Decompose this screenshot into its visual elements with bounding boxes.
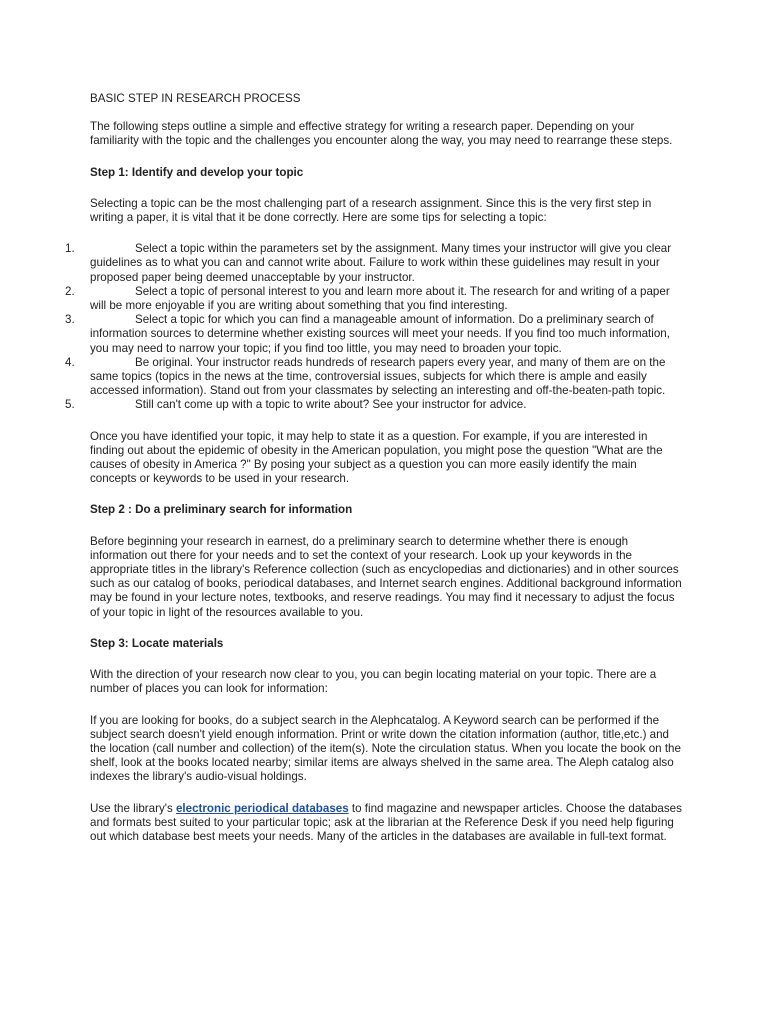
- list-item-number: 5.: [65, 398, 75, 412]
- list-item-text: Be original. Your instructor reads hundreds of research papers every year, and many of them are on the same topics (topics in the news at the time, controversial issues, subjects for which there is ample and easily accessed information). Stand out from your classmates by selecting an interesting and off-the-beaten-path topic.: [90, 355, 666, 398]
- list-item-text: Select a topic within the parameters set by the assignment. Many times your instructor will give you clear guidelines as to what you can and cannot write about. Failure to work within these guidelines may result in your proposed paper being deemed unacceptable by your instructor.: [90, 242, 672, 284]
- list-item: [65, 398, 682, 412]
- list-item: [65, 355, 682, 399]
- document-page: [65, 92, 682, 861]
- electronic-periodical-databases-link[interactable]: electronic periodical databases: [175, 801, 349, 815]
- list-item-number: 3.: [65, 313, 75, 327]
- list-item: [65, 242, 682, 285]
- step2-heading: Step 2 : Do a preliminary search for information: [90, 503, 353, 517]
- list-item-number: 1.: [65, 242, 75, 256]
- step3-paragraph-2: If you are looking for books, do a subject search in the Alephcatalog. A Keyword search can be performed if the subject search doesn't yield enough information. Print or write down the citation information (author, title,etc.) and the location (call number and collection) of the item(s). Note the circulation status. When you locate the book on the shelf, look at the books located nearby; similar items are always shelved in the same area. The Aleph catalog also indexes the library's audio-visual holdings.: [90, 713, 681, 784]
- step3-paragraph-1: With the direction of your research now clear to you, you can begin locating material on your topic. There are a number of places you can look for information:: [90, 668, 657, 696]
- list-item-text: Still can't come up with a topic to write about? See your instructor for advice.: [135, 398, 527, 412]
- list-item-number: 2.: [65, 284, 75, 298]
- step1-after-paragraph: Once you have identified your topic, it may help to state it as a question. For example, if you are interested in finding out about the epidemic of obesity in the American population, you might pose the question "What are the causes of obesity in America ?" By posing your subject as a question you can more easily identify the main concepts or keywords to be used in your research.: [90, 429, 663, 486]
- list-item: [65, 313, 682, 356]
- step3-paragraph-3-after: to find magazine and newspaper articles. Choose the databases and formats best suited to your particular topic; ask at the librarian at the Reference Desk if you need help figuring out which database best meets your needs. Many of the articles in the databases are available in full-text format.: [90, 801, 682, 843]
- step1-heading: Step 1: Identify and develop your topic: [90, 165, 304, 179]
- list-item-number: 4.: [65, 355, 75, 369]
- list-item-text: Select a topic of personal interest to you and learn more about it. The research for and writing of a paper will be more enjoyable if you are writing about something that you find interesting.: [90, 284, 670, 313]
- list-item: [65, 284, 682, 313]
- step3-paragraph-3: [90, 802, 682, 845]
- intro-paragraph: The following steps outline a simple and effective strategy for writing a research paper. Depending on your familiarity with the topic and the challenges you encounter along the way, you may need to rearrange these steps.: [90, 120, 673, 148]
- step1-paragraph: Selecting a topic can be the most challenging part of a research assignment. Since this is the very first step in writing a paper, it is vital that it be done correctly. Here are some tips for selecting a topic:: [90, 196, 652, 225]
- step3-heading: Step 3: Locate materials: [90, 636, 224, 650]
- document-title: BASIC STEP IN RESEARCH PROCESS: [90, 92, 301, 105]
- list-item-text: Select a topic for which you can find a manageable amount of information. Do a preliminary search of information sources to determine whether existing sources will meet your needs. If you find too much information, you may need to narrow your topic; if you find too little, you may need to broaden your topic.: [90, 313, 670, 355]
- topic-tips-list: [65, 242, 682, 412]
- step2-paragraph: Before beginning your research in earnest, do a preliminary search to determine whether there is enough information out there for your needs and to set the context of your research. Look up your keywords in the appropriate titles in the library's Reference collection (such as encyclopedias and dictionaries) and in other sources such as our catalog of books, periodical databases, and Internet search engines. Additional background information may be found in your lecture notes, textbooks, and reserve readings. You may find it necessary to adjust the focus of your topic in light of the resources available to you.: [90, 534, 682, 619]
- step3-paragraph-3-before: Use the library's: [90, 801, 176, 815]
